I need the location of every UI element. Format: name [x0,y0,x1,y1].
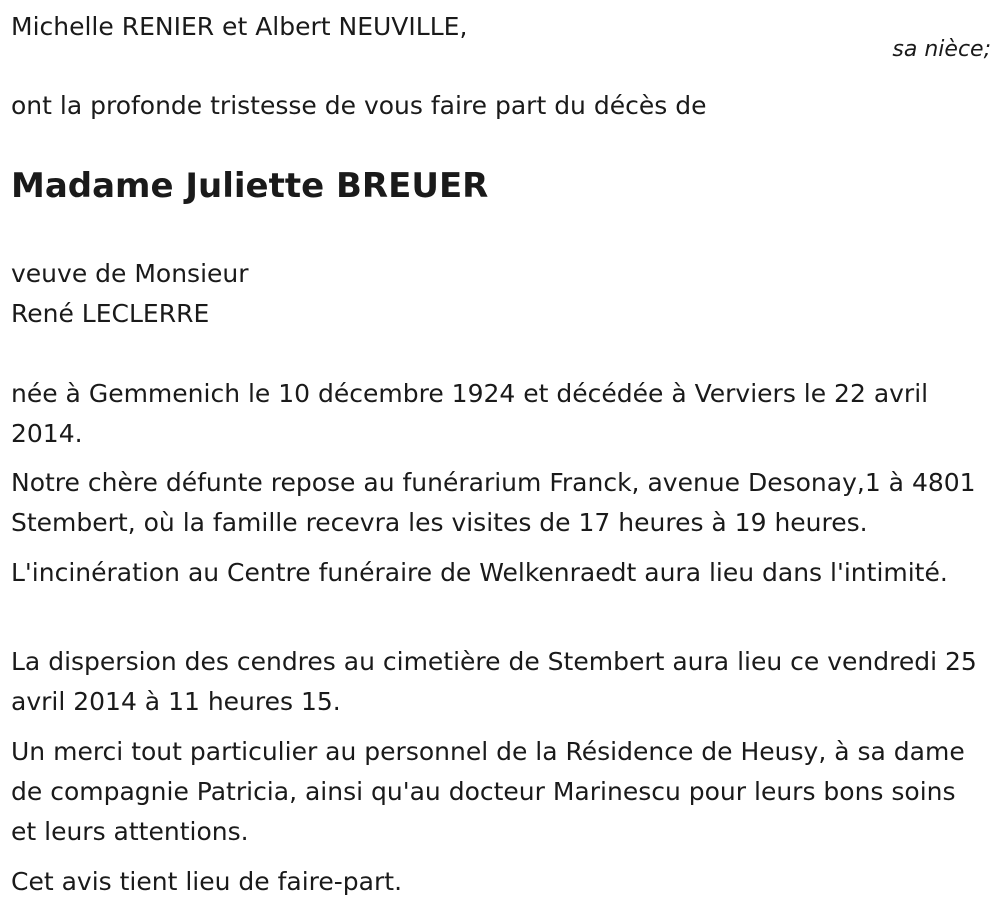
deceased-name: Madame Juliette BREUER [11,166,489,206]
thanks-paragraph: Un merci tout particulier au personnel de la Résidence de Heusy, à sa dame de compagnie Patricia, ainsi qu'au docteur Marinescu pour leurs bons soins et leurs attentions. [11,737,965,846]
announcer-names: Michelle RENIER et Albert NEUVILLE, [11,12,468,41]
widow-block [11,254,249,334]
birth-death-paragraph: née à Gemmenich le 10 décembre 1924 et décédée à Verviers le 22 avril 2014. [11,379,929,448]
widow-line: veuve de Monsieur [11,259,249,288]
intro-sentence: ont la profonde tristesse de vous faire part du décès de [11,91,707,120]
spouse-name: René LECLERRE [11,299,210,328]
cremation-paragraph: L'incinération au Centre funéraire de Welkenraedt aura lieu dans l'intimité. [11,558,948,587]
ash-dispersal-paragraph: La dispersion des cendres au cimetière de Stembert aura lieu ce vendredi 25 avril 2014 à 11 heures 15. [11,647,977,716]
funeral-home-paragraph: Notre chère défunte repose au funérarium Franck, avenue Desonay,1 à 4801 Stembert, où la famille recevra les visites de 17 heures à 19 heures. [11,468,976,537]
relation-label: sa nièce; [892,37,991,62]
closing-paragraph: Cet avis tient lieu de faire-part. [11,867,403,896]
